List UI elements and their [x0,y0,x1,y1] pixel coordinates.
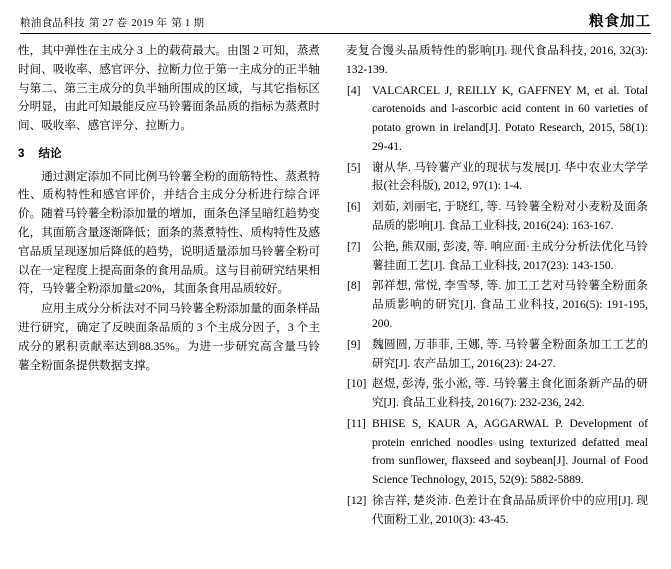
reference-text: 刘茹, 刘丽宅, 于晓红, 等. 马铃薯全粉对小麦粉及面条品质的影响[J]. 食品工业科技, 2016(24): 163-167. [372,200,648,233]
list-item [346,82,648,157]
list-item [346,198,648,236]
section-number: 3 [18,146,25,160]
journal-year: 2019 年 [131,18,168,29]
reference-number: [9] [347,337,361,351]
list-item [346,336,648,374]
list-item [346,238,648,276]
right-column [346,42,648,532]
reference-number: [10] [347,377,367,391]
left-column [18,42,320,376]
reference-text: VALCARCEL J, REILLY K, GAFFNEY M, et al. Total carotenoids and l-ascorbic acid content in 60 varieties of potato grown in ireland[J]. Potato Research, 2015, 58(1): 29-41. [372,83,648,153]
reference-number: [7] [347,239,361,253]
conclusion-paragraph-2: 应用主成分分析法对不同马铃薯全粉添加量的面条样品进行研究，确定了反映面条品质的 3 个主成分因子，3 个主成分的累积贡献率达到88.35%。为进一步研究高含量马铃薯全粉面条提供数据支撑。 [18,302,320,372]
journal-name: 粮油食品科技 [20,18,85,29]
header-divider [20,33,651,34]
reference-text: BHISE S, KAUR A, AGGARWAL P. Development of protein enriched noodles using texturized defatted meal from sunflower, flaxseed and soybean[J]. Journal of Food Science Technology, 2015, 52(9): 5882-5889. [372,416,648,487]
reference-number: [12] [347,493,367,507]
reference-text: 公艳, 熊双丽, 彭凌, 等. 响应面·主成分分析法优化马铃薯挂面工艺[J]. 食品工业科技, 2017(23): 143-150. [372,239,648,272]
reference-continuation: 麦复合馒头品质特性的影响[J]. 现代食品科技, 2016, 32(3): 132-139. [346,44,648,76]
list-item [346,375,648,413]
section-title: 粮食加工 [589,14,651,30]
reference-number: [6] [347,200,361,214]
list-item [346,277,648,333]
reference-number: [4] [347,83,361,97]
reference-text: 徐吉祥, 楚炎沛. 色差计在食品品质评价中的应用[J]. 现代面粉工业, 2010(3): 43-45. [372,493,648,526]
reference-text: 郭祥想, 常悦, 李雪琴, 等. 加工工艺对马铃薯全粉面条品质影响的研究[J]. 食品工业科技, 2016(5): 191-195, 200. [372,279,648,330]
list-item [346,415,648,490]
section-name: 结论 [38,146,62,160]
reference-number: [11] [347,416,366,430]
reference-number: [5] [347,160,361,174]
section-heading-conclusion [18,145,320,164]
list-item [346,492,648,530]
reference-text: 赵煜, 彭涛, 张小淞, 等. 马铃薯主食化面条新产品的研究[J]. 食品工业科技, 2016(7): 232-236, 242. [372,377,648,410]
reference-number: [8] [347,279,361,293]
two-column-body [18,42,653,532]
conclusion-paragraph-1: 通过测定添加不同比例马铃薯全粉的面筋特性、蒸煮特性、质构特性和感官评价，并结合主成分分析进行综合评价。随着马铃薯全粉添加量的增加，面条色泽呈暗红趋势变化，其面筋含量逐渐降低；面条的蒸煮特性、质构特性及感官品质呈现逐加后降低的趋势，说明适量添加马铃薯全粉可以在一定程度上提高面条的食用品质。这与目前研究结果相符，马铃薯全粉添加量≤20%，其面条食用品质较好。 [18,169,320,296]
list-item [346,159,648,197]
paragraph-continuation: 性，其中弹性在主成分 3 上的载荷最大。由图 2 可知，蒸煮时间、吸收率、感官评分、拉断力位于第一主成分的正半轴与第二、第三主成分的负半轴所围成的区域，与其它指标区分明显，由此可知最能反应马铃薯面条品质的指标为蒸煮时间、吸收率、感官评分、拉断力。 [18,44,320,133]
page-header [18,10,653,32]
reference-text: 谢从华. 马铃薯产业的现状与发展[J]. 华中农业大学学报(社会科版), 2012, 97(1): 1-4. [372,160,648,193]
journal-issue: 第 1 期 [171,18,205,29]
reference-list [346,82,648,530]
reference-text: 魏圆圆, 万菲菲, 王娜, 等. 马铃薯全粉面条加工工艺的研究[J]. 农产品加工, 2016(23): 24-27. [372,337,648,370]
journal-info [20,15,204,30]
journal-volume: 第 27 卷 [88,18,128,29]
